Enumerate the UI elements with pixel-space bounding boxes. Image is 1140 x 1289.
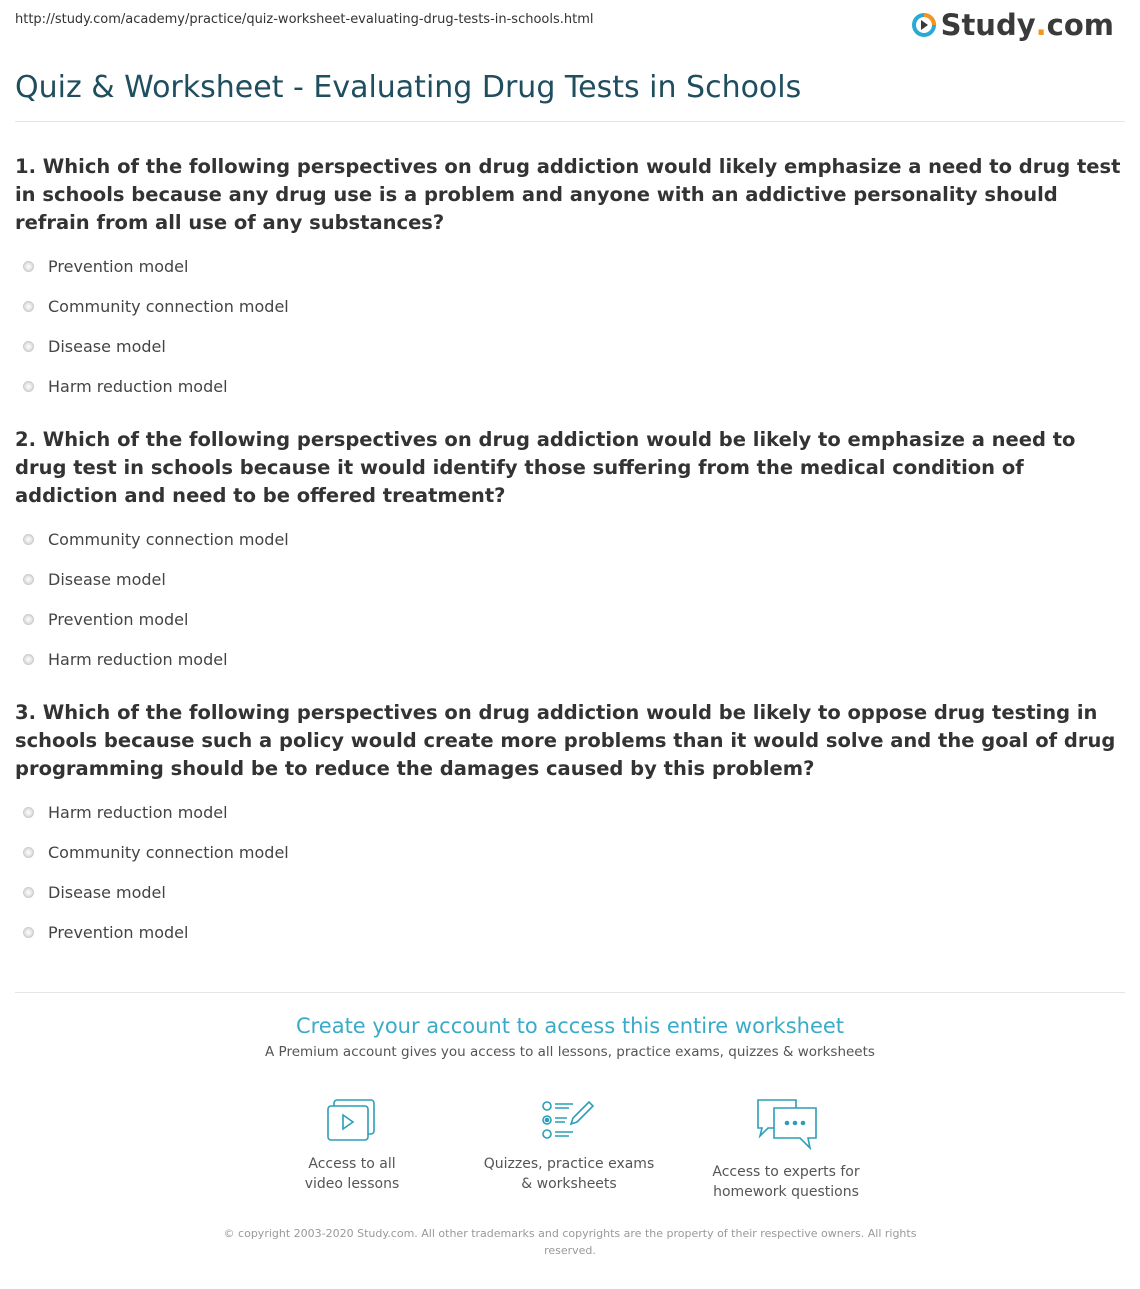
answer-option[interactable] [15,519,1127,559]
answer-option[interactable] [15,326,1127,366]
option-label: Disease model [48,882,166,902]
answer-option[interactable] [15,639,1127,679]
logo-dot: . [1035,8,1047,42]
option-label: Harm reduction model [48,376,228,396]
radio-button[interactable] [23,614,34,625]
answer-option[interactable] [15,559,1127,599]
question [15,426,1127,679]
question [15,153,1127,406]
radio-button[interactable] [23,927,34,938]
video-icon [326,1098,378,1142]
answer-option[interactable] [15,599,1127,639]
feature-line: Access to experts for [712,1164,860,1180]
option-label: Harm reduction model [48,649,228,669]
answer-option[interactable] [15,286,1127,326]
chat-icon [754,1098,818,1150]
question-list [15,153,1127,972]
radio-button[interactable] [23,261,34,272]
radio-button[interactable] [23,381,34,392]
divider [15,992,1125,993]
radio-button[interactable] [23,301,34,312]
question-text: 1. Which of the following perspectives on drug addiction would likely emphasize a need to drug test in schools because any drug use is a problem and anyone with an addictive personality should refrain from all use of any substances? [15,155,1121,234]
answer-option[interactable] [15,366,1127,406]
cta-subtitle: A Premium account gives you access to all lessons, practice exams, quizzes & worksheets [265,1044,875,1060]
option-label: Prevention model [48,922,189,942]
logo-tld: com [1046,8,1114,42]
option-label: Disease model [48,569,166,589]
feature-line: homework questions [713,1184,859,1200]
answer-option[interactable] [15,872,1127,912]
radio-button[interactable] [23,341,34,352]
divider [15,121,1125,122]
question-text: 3. Which of the following perspectives on drug addiction would be likely to oppose drug testing in schools because such a policy would create more problems than it would solve and the goal of drug programming should be to reduce the damages caused by this problem? [15,701,1116,780]
option-label: Community connection model [48,296,289,316]
radio-button[interactable] [23,654,34,665]
feature-video [242,1098,462,1194]
answer-option[interactable] [15,912,1127,952]
copyright: © copyright 2003-2020 Study.com. All other trademarks and copyrights are the property of their respective owners. All rights reserved. [223,1227,917,1257]
radio-button[interactable] [23,574,34,585]
logo-name: Study [940,8,1036,42]
answer-option[interactable] [15,832,1127,872]
radio-button[interactable] [23,887,34,898]
question-text: 2. Which of the following perspectives on drug addiction would be likely to emphasize a need to drug test in schools because it would identify those suffering from the medical condition of addiction and need to be offered treatment? [15,428,1076,507]
option-label: Community connection model [48,529,289,549]
option-label: Harm reduction model [48,802,228,822]
feature-line: Access to all [308,1156,396,1172]
question [15,699,1127,952]
signup-cta [0,1014,1140,1060]
answer-option[interactable] [15,792,1127,832]
option-label: Prevention model [48,256,189,276]
radio-button[interactable] [23,807,34,818]
feature-line: & worksheets [521,1176,617,1192]
radio-button[interactable] [23,534,34,545]
option-label: Disease model [48,336,166,356]
feature-quizzes [459,1098,679,1194]
play-logo-icon [911,12,937,38]
radio-button[interactable] [23,847,34,858]
feature-experts [676,1098,896,1202]
page-title: Quiz & Worksheet - Evaluating Drug Tests in Schools [15,70,802,105]
option-label: Community connection model [48,842,289,862]
feature-line: Quizzes, practice exams [483,1156,655,1172]
page-url: http://study.com/academy/practice/quiz-worksheet-evaluating-drug-tests-in-schools.html [15,12,594,27]
feature-line: video lessons [304,1176,400,1192]
option-label: Prevention model [48,609,189,629]
answer-option[interactable] [15,246,1127,286]
cta-title-link[interactable]: Create your account to access this entire worksheet [295,1014,845,1038]
quiz-icon [541,1098,597,1142]
study-logo[interactable] [911,8,1114,42]
